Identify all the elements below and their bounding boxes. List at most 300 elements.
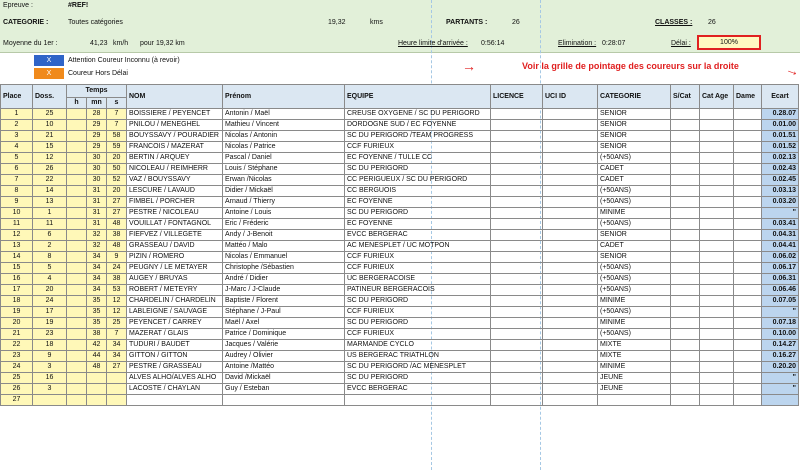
catage-cell[interactable]: [700, 120, 734, 131]
uciid-cell[interactable]: [543, 120, 598, 131]
equipe-cell[interactable]: EC FOYENNE / TULLE CC: [345, 153, 491, 164]
licence-cell[interactable]: [491, 285, 543, 296]
scat-cell[interactable]: [671, 142, 700, 153]
nom-cell[interactable]: BERTIN / ARQUEY: [127, 153, 223, 164]
prenom-cell[interactable]: Erwan /Nicolas: [223, 175, 345, 186]
hours-cell[interactable]: [67, 120, 87, 131]
ecart-cell[interactable]: 0.06.17: [762, 263, 799, 274]
dame-cell[interactable]: [734, 296, 762, 307]
prenom-cell[interactable]: Patrice / Dominique: [223, 329, 345, 340]
prenom-cell[interactable]: Antonin / Maël: [223, 109, 345, 120]
scat-cell[interactable]: [671, 362, 700, 373]
table-row[interactable]: [1, 131, 799, 142]
categorie-cell[interactable]: (+50ANS): [598, 219, 671, 230]
hours-cell[interactable]: [67, 373, 87, 384]
minutes-cell[interactable]: [87, 395, 107, 406]
dame-cell[interactable]: [734, 252, 762, 263]
minutes-cell[interactable]: 35: [87, 318, 107, 329]
doss-cell[interactable]: 1: [33, 208, 67, 219]
place-cell[interactable]: 14: [1, 252, 33, 263]
scat-cell[interactable]: [671, 131, 700, 142]
grille-pointage-notice[interactable]: Voir la grille de pointage des coureurs sur la droite: [522, 61, 739, 71]
nom-cell[interactable]: ROBERT / METEYRY: [127, 285, 223, 296]
uciid-cell[interactable]: [543, 153, 598, 164]
distance-value[interactable]: 19,32: [328, 19, 346, 26]
doss-cell[interactable]: 25: [33, 109, 67, 120]
minutes-cell[interactable]: 35: [87, 307, 107, 318]
doss-cell[interactable]: 5: [33, 263, 67, 274]
seconds-cell[interactable]: 38: [107, 274, 127, 285]
seconds-cell[interactable]: 48: [107, 241, 127, 252]
table-row[interactable]: [1, 153, 799, 164]
doss-cell[interactable]: 6: [33, 230, 67, 241]
ecart-cell[interactable]: 0.02.45: [762, 175, 799, 186]
uciid-cell[interactable]: [543, 175, 598, 186]
hours-cell[interactable]: [67, 131, 87, 142]
hours-cell[interactable]: [67, 175, 87, 186]
table-row[interactable]: [1, 208, 799, 219]
hours-cell[interactable]: [67, 186, 87, 197]
table-row[interactable]: [1, 197, 799, 208]
uciid-cell[interactable]: [543, 241, 598, 252]
hours-cell[interactable]: [67, 164, 87, 175]
categorie-cell[interactable]: SENIOR: [598, 109, 671, 120]
licence-cell[interactable]: [491, 142, 543, 153]
categorie-cell[interactable]: (+50ANS): [598, 329, 671, 340]
hours-cell[interactable]: [67, 329, 87, 340]
minutes-cell[interactable]: 30: [87, 164, 107, 175]
prenom-cell[interactable]: Antoine /Mattéo: [223, 362, 345, 373]
equipe-cell[interactable]: EC FOYENNE: [345, 219, 491, 230]
minutes-cell[interactable]: 31: [87, 186, 107, 197]
ecart-cell[interactable]: 0.16.27: [762, 351, 799, 362]
catage-cell[interactable]: [700, 153, 734, 164]
place-cell[interactable]: 4: [1, 142, 33, 153]
nom-cell[interactable]: CHARDELIN / CHARDELIN: [127, 296, 223, 307]
categorie-cell[interactable]: CADET: [598, 175, 671, 186]
place-cell[interactable]: 20: [1, 318, 33, 329]
prenom-cell[interactable]: Guy / Esteban: [223, 384, 345, 395]
nom-cell[interactable]: LABLEIGNE / SAUVAGE: [127, 307, 223, 318]
catage-cell[interactable]: [700, 175, 734, 186]
scat-cell[interactable]: [671, 164, 700, 175]
licence-cell[interactable]: [491, 362, 543, 373]
scat-cell[interactable]: [671, 208, 700, 219]
prenom-cell[interactable]: Audrey / Olivier: [223, 351, 345, 362]
nom-cell[interactable]: PESTRE / GRASSEAU: [127, 362, 223, 373]
nom-cell[interactable]: LACOSTE / CHAYLAN: [127, 384, 223, 395]
catage-cell[interactable]: [700, 329, 734, 340]
table-row[interactable]: [1, 109, 799, 120]
seconds-cell[interactable]: 34: [107, 351, 127, 362]
scat-cell[interactable]: [671, 384, 700, 395]
ecart-cell[interactable]: ": [762, 208, 799, 219]
place-cell[interactable]: 25: [1, 373, 33, 384]
ecart-cell[interactable]: 0.04.31: [762, 230, 799, 241]
minutes-cell[interactable]: 48: [87, 362, 107, 373]
scat-cell[interactable]: [671, 329, 700, 340]
minutes-cell[interactable]: [87, 373, 107, 384]
categorie-cell[interactable]: SENIOR: [598, 142, 671, 153]
equipe-cell[interactable]: SC DU PERIGORD: [345, 318, 491, 329]
ecart-cell[interactable]: 0.03.13: [762, 186, 799, 197]
scat-cell[interactable]: [671, 219, 700, 230]
nom-cell[interactable]: FIEFVEZ / VILLEGETE: [127, 230, 223, 241]
prenom-cell[interactable]: Arnaud / Thierry: [223, 197, 345, 208]
equipe-cell[interactable]: DORDOGNE SUD / EC FOYENNE: [345, 120, 491, 131]
categorie-cell[interactable]: (+50ANS): [598, 197, 671, 208]
seconds-cell[interactable]: 38: [107, 230, 127, 241]
hours-cell[interactable]: [67, 208, 87, 219]
ecart-cell[interactable]: 0.01.52: [762, 142, 799, 153]
prenom-cell[interactable]: Louis / Stéphane: [223, 164, 345, 175]
licence-cell[interactable]: [491, 274, 543, 285]
doss-cell[interactable]: 20: [33, 285, 67, 296]
ecart-cell[interactable]: 0.10.00: [762, 329, 799, 340]
licence-cell[interactable]: [491, 208, 543, 219]
uciid-cell[interactable]: [543, 252, 598, 263]
equipe-cell[interactable]: CCF FURIEUX: [345, 307, 491, 318]
doss-cell[interactable]: 12: [33, 153, 67, 164]
prenom-cell[interactable]: Jacques / Valérie: [223, 340, 345, 351]
hours-cell[interactable]: [67, 142, 87, 153]
categorie-cell[interactable]: MIXTE: [598, 340, 671, 351]
ecart-cell[interactable]: 0.02.13: [762, 153, 799, 164]
prenom-cell[interactable]: Christophe /Sébastien: [223, 263, 345, 274]
place-cell[interactable]: 3: [1, 131, 33, 142]
place-cell[interactable]: 5: [1, 153, 33, 164]
hours-cell[interactable]: [67, 219, 87, 230]
categorie-cell[interactable]: MINIME: [598, 296, 671, 307]
table-row[interactable]: [1, 142, 799, 153]
scat-cell[interactable]: [671, 285, 700, 296]
dame-cell[interactable]: [734, 219, 762, 230]
catage-cell[interactable]: [700, 307, 734, 318]
uciid-cell[interactable]: [543, 197, 598, 208]
minutes-cell[interactable]: 30: [87, 175, 107, 186]
nom-cell[interactable]: TUDURI / BAUDET: [127, 340, 223, 351]
uciid-cell[interactable]: [543, 131, 598, 142]
uciid-cell[interactable]: [543, 395, 598, 406]
table-row[interactable]: [1, 230, 799, 241]
hours-cell[interactable]: [67, 351, 87, 362]
categorie-cell[interactable]: JEUNE: [598, 384, 671, 395]
minutes-cell[interactable]: 34: [87, 274, 107, 285]
hours-cell[interactable]: [67, 384, 87, 395]
place-cell[interactable]: 27: [1, 395, 33, 406]
table-row[interactable]: [1, 252, 799, 263]
minutes-cell[interactable]: 29: [87, 142, 107, 153]
categorie-cell[interactable]: MIXTE: [598, 351, 671, 362]
catage-cell[interactable]: [700, 252, 734, 263]
doss-cell[interactable]: 17: [33, 307, 67, 318]
prenom-cell[interactable]: J-Marc / J-Claude: [223, 285, 345, 296]
equipe-cell[interactable]: EVCC BERGERAC: [345, 230, 491, 241]
nom-cell[interactable]: VOUILLAT / FONTAGNOL: [127, 219, 223, 230]
categorie-value[interactable]: Toutes catégories: [68, 19, 123, 26]
catage-cell[interactable]: [700, 296, 734, 307]
place-cell[interactable]: 8: [1, 186, 33, 197]
minutes-cell[interactable]: 34: [87, 285, 107, 296]
uciid-cell[interactable]: [543, 230, 598, 241]
minutes-cell[interactable]: 30: [87, 153, 107, 164]
licence-cell[interactable]: [491, 153, 543, 164]
prenom-cell[interactable]: Antoine / Louis: [223, 208, 345, 219]
place-cell[interactable]: 19: [1, 307, 33, 318]
prenom-cell[interactable]: André / Didier: [223, 274, 345, 285]
scat-cell[interactable]: [671, 395, 700, 406]
seconds-cell[interactable]: [107, 384, 127, 395]
dame-cell[interactable]: [734, 241, 762, 252]
uciid-cell[interactable]: [543, 329, 598, 340]
place-cell[interactable]: 24: [1, 362, 33, 373]
catage-cell[interactable]: [700, 263, 734, 274]
ecart-cell[interactable]: 0.01.00: [762, 120, 799, 131]
equipe-cell[interactable]: AC MENESPLET / UC MOTPON: [345, 241, 491, 252]
equipe-cell[interactable]: CC BERGUOIS: [345, 186, 491, 197]
catage-cell[interactable]: [700, 208, 734, 219]
catage-cell[interactable]: [700, 351, 734, 362]
equipe-cell[interactable]: UC BERGERACOISE: [345, 274, 491, 285]
minutes-cell[interactable]: 34: [87, 263, 107, 274]
table-row[interactable]: [1, 351, 799, 362]
dame-cell[interactable]: [734, 384, 762, 395]
table-row[interactable]: [1, 186, 799, 197]
catage-cell[interactable]: [700, 362, 734, 373]
doss-cell[interactable]: 10: [33, 120, 67, 131]
place-cell[interactable]: 26: [1, 384, 33, 395]
table-row[interactable]: [1, 329, 799, 340]
categorie-cell[interactable]: MINIME: [598, 362, 671, 373]
place-cell[interactable]: 13: [1, 241, 33, 252]
doss-cell[interactable]: 11: [33, 219, 67, 230]
equipe-cell[interactable]: CREUSE OXYGENE / SC DU PERIGORD: [345, 109, 491, 120]
hours-cell[interactable]: [67, 153, 87, 164]
categorie-cell[interactable]: MINIME: [598, 208, 671, 219]
minutes-cell[interactable]: 32: [87, 230, 107, 241]
catage-cell[interactable]: [700, 109, 734, 120]
hours-cell[interactable]: [67, 340, 87, 351]
table-row[interactable]: [1, 219, 799, 230]
equipe-cell[interactable]: CCF FURIEUX: [345, 329, 491, 340]
catage-cell[interactable]: [700, 197, 734, 208]
doss-cell[interactable]: 16: [33, 373, 67, 384]
hours-cell[interactable]: [67, 318, 87, 329]
table-row[interactable]: [1, 340, 799, 351]
uciid-cell[interactable]: [543, 285, 598, 296]
minutes-cell[interactable]: 44: [87, 351, 107, 362]
licence-cell[interactable]: [491, 241, 543, 252]
equipe-cell[interactable]: EVCC BERGERAC: [345, 384, 491, 395]
catage-cell[interactable]: [700, 131, 734, 142]
table-row[interactable]: [1, 318, 799, 329]
seconds-cell[interactable]: 12: [107, 307, 127, 318]
dame-cell[interactable]: [734, 274, 762, 285]
catage-cell[interactable]: [700, 186, 734, 197]
prenom-cell[interactable]: Mathieu / Vincent: [223, 120, 345, 131]
scat-cell[interactable]: [671, 120, 700, 131]
prenom-cell[interactable]: [223, 395, 345, 406]
scat-cell[interactable]: [671, 153, 700, 164]
licence-cell[interactable]: [491, 219, 543, 230]
place-cell[interactable]: 16: [1, 274, 33, 285]
prenom-cell[interactable]: Stéphane / J-Paul: [223, 307, 345, 318]
categorie-cell[interactable]: (+50ANS): [598, 274, 671, 285]
dame-cell[interactable]: [734, 230, 762, 241]
equipe-cell[interactable]: CC PERIGUEUX / SC DU PERIGORD: [345, 175, 491, 186]
catage-cell[interactable]: [700, 219, 734, 230]
dame-cell[interactable]: [734, 142, 762, 153]
dame-cell[interactable]: [734, 109, 762, 120]
nom-cell[interactable]: BOUYSSAVY / POURADIER: [127, 131, 223, 142]
table-row[interactable]: [1, 263, 799, 274]
licence-cell[interactable]: [491, 175, 543, 186]
nom-cell[interactable]: PIZIN / ROMERO: [127, 252, 223, 263]
ecart-cell[interactable]: 0.06.46: [762, 285, 799, 296]
equipe-cell[interactable]: EC FOYENNE: [345, 197, 491, 208]
ecart-cell[interactable]: 0.01.51: [762, 131, 799, 142]
place-cell[interactable]: 23: [1, 351, 33, 362]
table-row[interactable]: [1, 362, 799, 373]
doss-cell[interactable]: 19: [33, 318, 67, 329]
licence-cell[interactable]: [491, 263, 543, 274]
scat-cell[interactable]: [671, 274, 700, 285]
nom-cell[interactable]: PNILOU / MENEGHEL: [127, 120, 223, 131]
place-cell[interactable]: 11: [1, 219, 33, 230]
dame-cell[interactable]: [734, 318, 762, 329]
ecart-cell[interactable]: 0.07.18: [762, 318, 799, 329]
place-cell[interactable]: 15: [1, 263, 33, 274]
ecart-cell[interactable]: 0.07.05: [762, 296, 799, 307]
catage-cell[interactable]: [700, 230, 734, 241]
uciid-cell[interactable]: [543, 219, 598, 230]
ecart-cell[interactable]: 0.06.31: [762, 274, 799, 285]
prenom-cell[interactable]: David /Mickaël: [223, 373, 345, 384]
licence-cell[interactable]: [491, 252, 543, 263]
licence-cell[interactable]: [491, 329, 543, 340]
table-row[interactable]: [1, 384, 799, 395]
scat-cell[interactable]: [671, 263, 700, 274]
doss-cell[interactable]: 13: [33, 197, 67, 208]
equipe-cell[interactable]: SC DU PERIGORD: [345, 164, 491, 175]
categorie-cell[interactable]: (+50ANS): [598, 186, 671, 197]
hours-cell[interactable]: [67, 296, 87, 307]
uciid-cell[interactable]: [543, 208, 598, 219]
seconds-cell[interactable]: 27: [107, 208, 127, 219]
uciid-cell[interactable]: [543, 307, 598, 318]
place-cell[interactable]: 2: [1, 120, 33, 131]
prenom-cell[interactable]: Nicolas / Patrice: [223, 142, 345, 153]
nom-cell[interactable]: VAZ / BOUYSSAVY: [127, 175, 223, 186]
doss-cell[interactable]: 8: [33, 252, 67, 263]
nom-cell[interactable]: PEUGNY / LE METAYER: [127, 263, 223, 274]
licence-cell[interactable]: [491, 131, 543, 142]
minutes-cell[interactable]: 29: [87, 131, 107, 142]
nom-cell[interactable]: MAZERAT / GLAIS: [127, 329, 223, 340]
minutes-cell[interactable]: 35: [87, 296, 107, 307]
catage-cell[interactable]: [700, 241, 734, 252]
minutes-cell[interactable]: 29: [87, 120, 107, 131]
scat-cell[interactable]: [671, 340, 700, 351]
table-row[interactable]: [1, 395, 799, 406]
place-cell[interactable]: 9: [1, 197, 33, 208]
hours-cell[interactable]: [67, 241, 87, 252]
nom-cell[interactable]: BOISSIERE / PEYENCET: [127, 109, 223, 120]
minutes-cell[interactable]: 38: [87, 329, 107, 340]
prenom-cell[interactable]: Andy / J-Benoit: [223, 230, 345, 241]
hours-cell[interactable]: [67, 109, 87, 120]
ecart-cell[interactable]: 0.14.27: [762, 340, 799, 351]
seconds-cell[interactable]: 7: [107, 120, 127, 131]
delai-input[interactable]: 100%: [697, 35, 761, 50]
licence-cell[interactable]: [491, 230, 543, 241]
catage-cell[interactable]: [700, 384, 734, 395]
licence-cell[interactable]: [491, 373, 543, 384]
nom-cell[interactable]: AUGEY / BRUYAS: [127, 274, 223, 285]
ecart-cell[interactable]: ": [762, 373, 799, 384]
licence-cell[interactable]: [491, 307, 543, 318]
prenom-cell[interactable]: Eric / Fréderic: [223, 219, 345, 230]
doss-cell[interactable]: [33, 395, 67, 406]
dame-cell[interactable]: [734, 340, 762, 351]
dame-cell[interactable]: [734, 263, 762, 274]
equipe-cell[interactable]: SC DU PERIGORD: [345, 373, 491, 384]
prenom-cell[interactable]: Didier / Mickaël: [223, 186, 345, 197]
catage-cell[interactable]: [700, 340, 734, 351]
place-cell[interactable]: 12: [1, 230, 33, 241]
ecart-cell[interactable]: 0.02.43: [762, 164, 799, 175]
minutes-cell[interactable]: 42: [87, 340, 107, 351]
scat-cell[interactable]: [671, 186, 700, 197]
licence-cell[interactable]: [491, 197, 543, 208]
categorie-cell[interactable]: SENIOR: [598, 131, 671, 142]
seconds-cell[interactable]: [107, 395, 127, 406]
dame-cell[interactable]: [734, 208, 762, 219]
categorie-cell[interactable]: MINIME: [598, 318, 671, 329]
categorie-cell[interactable]: [598, 395, 671, 406]
classes-value[interactable]: 26: [708, 19, 716, 26]
hours-cell[interactable]: [67, 362, 87, 373]
seconds-cell[interactable]: 27: [107, 362, 127, 373]
ecart-cell[interactable]: 0.03.41: [762, 219, 799, 230]
table-row[interactable]: [1, 296, 799, 307]
categorie-cell[interactable]: (+50ANS): [598, 153, 671, 164]
nom-cell[interactable]: FRANCOIS / MAZERAT: [127, 142, 223, 153]
seconds-cell[interactable]: 20: [107, 153, 127, 164]
table-row[interactable]: [1, 241, 799, 252]
doss-cell[interactable]: 21: [33, 131, 67, 142]
prenom-cell[interactable]: Maël / Axel: [223, 318, 345, 329]
seconds-cell[interactable]: 53: [107, 285, 127, 296]
prenom-cell[interactable]: Baptiste / Florent: [223, 296, 345, 307]
dame-cell[interactable]: [734, 362, 762, 373]
table-row[interactable]: [1, 285, 799, 296]
scat-cell[interactable]: [671, 307, 700, 318]
dame-cell[interactable]: [734, 285, 762, 296]
catage-cell[interactable]: [700, 373, 734, 384]
equipe-cell[interactable]: CCF FURIEUX: [345, 263, 491, 274]
uciid-cell[interactable]: [543, 164, 598, 175]
minutes-cell[interactable]: 34: [87, 252, 107, 263]
uciid-cell[interactable]: [543, 373, 598, 384]
prenom-cell[interactable]: Pascal / Daniel: [223, 153, 345, 164]
hours-cell[interactable]: [67, 285, 87, 296]
place-cell[interactable]: 17: [1, 285, 33, 296]
dame-cell[interactable]: [734, 164, 762, 175]
nom-cell[interactable]: LESCURE / LAVAUD: [127, 186, 223, 197]
equipe-cell[interactable]: SC DU PERIGORD: [345, 208, 491, 219]
nom-cell[interactable]: GRASSEAU / DAVID: [127, 241, 223, 252]
